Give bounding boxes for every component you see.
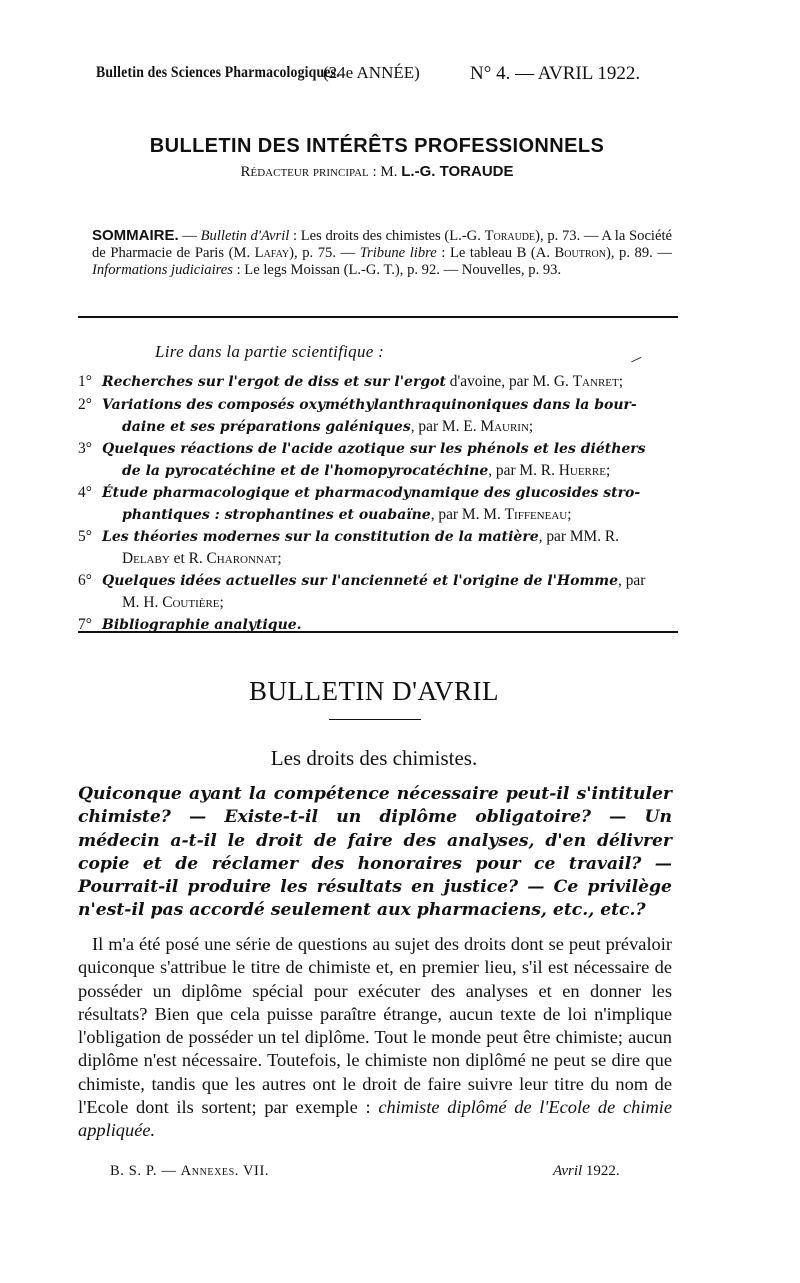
item-title: Étude pharmacologique et pharmacodynamique des glucosides stro- — [102, 485, 641, 501]
item-number: 2° — [78, 396, 92, 413]
sommaire-author: Boutron — [554, 245, 606, 261]
sommaire-lead: SOMMAIRE. — [92, 227, 179, 244]
item-title: daine et ses préparations galéniques — [122, 419, 411, 435]
footer-signature — [110, 1163, 269, 1180]
item-author: , par MM. R. — [538, 528, 619, 545]
item-author: Tiffeneau — [504, 506, 568, 523]
sommaire-text: : Le tableau B (A. — [436, 245, 555, 261]
item-number: 4° — [78, 484, 92, 501]
item-number: 6° — [78, 572, 92, 589]
pencil-mark: — — [627, 350, 645, 368]
article-body — [78, 933, 672, 1143]
item-title: Recherches sur l'ergot de diss et sur l'ergot — [102, 374, 446, 390]
editor-line — [0, 163, 754, 181]
page-title: BULLETIN DES INTÉRÊTS PROFESSIONNELS — [149, 135, 605, 157]
sommaire-text: — — [178, 228, 201, 244]
footer-month: Avril — [553, 1163, 583, 1179]
item-title: phantiques : strophantines et ouabaïne — [122, 507, 431, 523]
item-end: ; — [528, 418, 534, 435]
article-title: Les droits des chimistes. — [270, 746, 478, 770]
item-author: Coutière — [162, 594, 220, 611]
title-underline — [329, 719, 421, 720]
footer-text: Annexes — [180, 1163, 235, 1179]
list-item — [78, 570, 678, 614]
sommaire-author: Lafay — [254, 245, 290, 261]
item-end: ; — [277, 550, 282, 567]
list-item — [78, 482, 678, 526]
journal-year: (24e ANNÉE) — [323, 63, 420, 82]
item-number: 7° — [78, 616, 92, 633]
item-end: ; — [618, 373, 624, 390]
item-author: et R. — [169, 550, 207, 567]
section-title: BULLETIN D'AVRIL — [248, 676, 500, 706]
footer-text: . VII. — [234, 1163, 270, 1179]
item-number: 1° — [78, 373, 92, 390]
divider — [78, 631, 678, 633]
item-author: Delaby — [122, 550, 170, 567]
sommaire-text: Bulletin d'Avril — [200, 228, 290, 244]
sommaire-author: Toraude — [484, 228, 536, 244]
item-number: 5° — [78, 528, 92, 545]
journal-name: Bulletin des Sciences Pharmacologiques. — [96, 64, 340, 81]
footer-year: 1922. — [582, 1163, 620, 1179]
item-end: ; — [219, 594, 224, 611]
list-item — [78, 394, 678, 438]
sommaire-text: ), p. 73. — A la Société de Pharmacie de Paris (M. — [92, 228, 672, 261]
editor-name: L.-G. TORAUDE — [401, 163, 514, 180]
sommaire-text: : Les droits des chimistes (L.-G. — [289, 228, 485, 244]
item-end: ; — [605, 462, 611, 479]
item-author: Tanret — [572, 373, 619, 390]
item-title: Les théories modernes sur la constitution de la matière — [102, 529, 539, 545]
editor-label: Rédacteur principal : M. — [240, 164, 398, 180]
sommaire-text: : Le legs Moissan (L.-G. T.), p. 92. — Nouvelles, p. 93. — [232, 262, 562, 278]
item-author: , par M. R. — [488, 462, 559, 479]
item-author: Huerre — [558, 462, 606, 479]
list-item — [78, 526, 678, 570]
sommaire-text: Informations judiciaires — [92, 262, 233, 278]
list-item — [78, 371, 678, 393]
footer-date — [553, 1163, 620, 1180]
item-end: ; — [567, 506, 572, 523]
item-author: Maurin — [480, 418, 529, 435]
sommaire-text: Tribune libre — [359, 245, 437, 261]
item-author: M. H. — [122, 594, 163, 611]
item-title: Quelques idées actuelles sur l'ancienneté et l'origine de l'Homme — [102, 573, 619, 589]
item-title: Quelques réactions de l'acide azotique sur les phénols et les diéthers — [102, 441, 646, 457]
item-title: Bibliographie analytique. — [102, 617, 302, 633]
item-author: Charonnat — [206, 550, 278, 567]
item-author: , par — [618, 572, 646, 589]
item-author: , par M. E. — [410, 418, 481, 435]
issue-number: N° 4. — AVRIL 1922. — [470, 63, 641, 84]
body-paragraph: Il m'a été posé une série de questions au sujet des droits dont se peut prévaloir quiconque s'attribue le titre de chimiste et, en premier lieu, s'il est nécessaire de posséder un diplôme spécial pour exécuter des analyses et en donner les résultats? Bien que cela puisse paraître étrange, aucun texte de loi n'implique l'obligation de posséder un tel diplôme. Tout le monde peut être chimiste; aucun diplôme n'est nécessaire. Toutefois, le chimiste non diplômé ne peut se dire que chimiste, tandis que les autres ont le droit de faire suivre leur titre du nom de l'Ecole dont ils sortent; par exemple : — [78, 934, 672, 1118]
divider — [78, 316, 678, 318]
article-questions: Quiconque ayant la compétence nécessaire peut-il s'intituler chimiste? — Existe-t-il un diplôme obligatoire? — Un médecin a-t-il le droit de faire des analyses, d'en délivrer copie et de réclamer des honoraires pour ce travail? — Pourrait-il produire les résultats en justice? — Ce privilège n'est-il pas accordé seulement aux pharmaciens, etc., etc.? — [78, 784, 672, 921]
body-italic: chimiste diplômé de l'Ecole de chimie appliquée. — [78, 1097, 672, 1141]
item-title: Variations des composés oxyméthylanthraquinoniques dans la bour- — [102, 397, 637, 413]
footer-text: B. S. P. — — [110, 1163, 181, 1179]
item-author: d'avoine, par M. G. — [445, 373, 573, 390]
list-item — [78, 438, 678, 482]
sommaire-text: ), p. 75. — — [289, 245, 360, 261]
item-author: , par M. M. — [430, 506, 505, 523]
sommaire-text: ), p. 89. — — [605, 245, 672, 261]
table-of-contents — [92, 227, 672, 279]
item-number: 3° — [78, 440, 92, 457]
item-title: de la pyrocatéchine et de l'homopyrocatéchine — [122, 463, 489, 479]
list-heading: Lire dans la partie scientifique : — [155, 342, 385, 361]
